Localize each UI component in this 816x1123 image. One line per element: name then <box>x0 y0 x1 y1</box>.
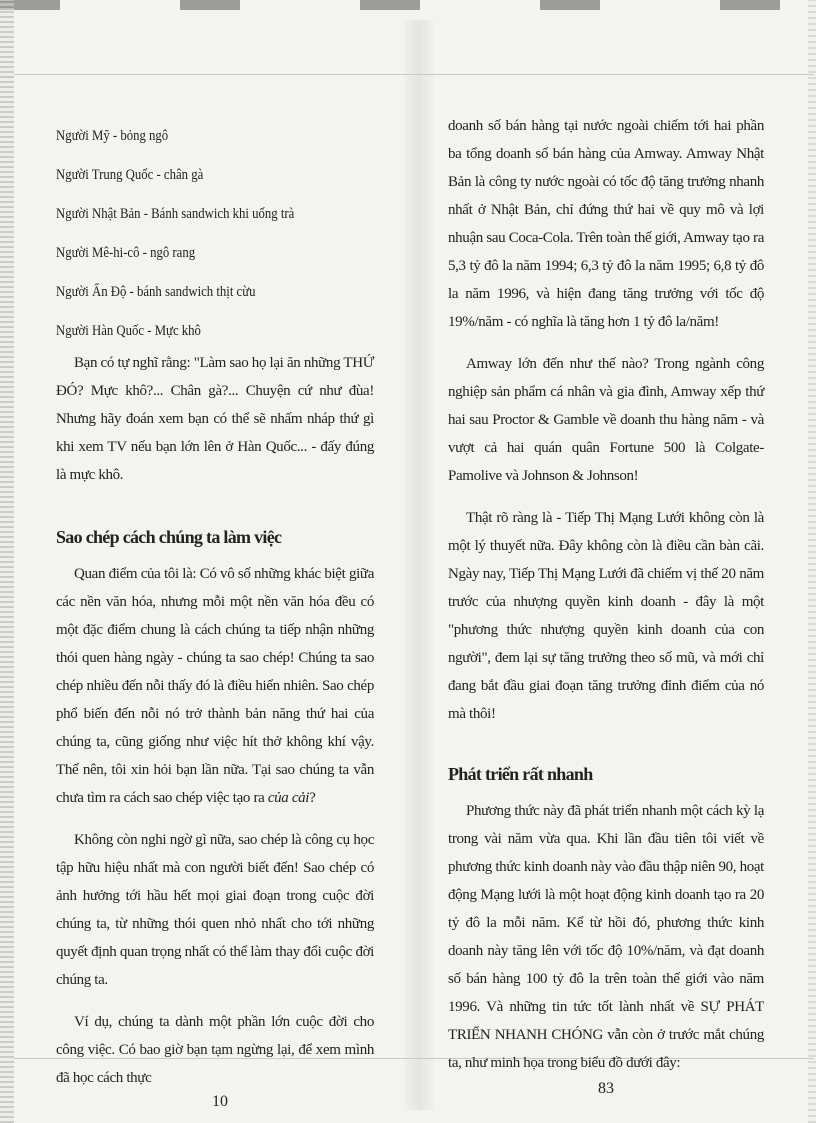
scan-edge-left <box>0 0 14 1123</box>
scan-edge-top <box>0 0 816 10</box>
list-item: Người Trung Quốc - chân gà <box>56 166 204 183</box>
paragraph-example: Ví dụ, chúng ta dành một phần lớn cuộc đời cho công việc. Có bao giờ bạn tạm ngừng lại, để xem mình đã học cách thực <box>56 1014 374 1086</box>
book-gutter <box>404 20 434 1110</box>
emphasis-wealth: của cải <box>267 790 310 806</box>
paragraph-growth: Phương thức này đã phát triển nhanh một cách kỳ lạ trong vài năm vừa qua. Khi lần đầu tiên tôi viết về phương thức kinh doanh này vào đầu thập niên 90, hoạt động Mạng lưới là một hoạt động kinh doanh tạo ra 20 tỷ đô la mỗi năm. Kể từ hồi đó, phương thức kinh doanh này tăng lên với tốc độ 10%/năm, và đạt doanh số bán hàng 100 tỷ đô la trên toàn thế giới vào năm 1996. Và những tin tức tốt lành nhất về SỰ PHÁT TRIỂN NHANH CHÓNG vẫn còn ở trước mắt chúng ta, như minh họa trong biểu đồ dưới đây: <box>448 803 764 1071</box>
snack-list <box>56 126 374 341</box>
list-item: Người Nhật Bản - Bánh sandwich khi uống trà <box>56 205 295 222</box>
paragraph-view <box>56 560 374 812</box>
paragraph-view-text: Quan điểm của tôi là: Có vô số những khác biệt giữa các nền văn hóa, nhưng mỗi một nền văn hóa đều có một đặc điểm chung là cách chúng ta tiếp nhận những thói quen hàng ngày - chúng ta sao chép! Chúng ta sao chép nhiều đến nỗi thấy đó là điều hiển nhiên. Sao chép phổ biến đến nỗi nó trở thành bản năng thứ hai của chúng ta, cũng giống như việc hít thở không khí vậy. Thế nên, tôi xin hỏi bạn lần nữa. Tại sao chúng ta vẫn chưa tìm ra cách sao chép việc tạo ra <box>56 566 374 806</box>
right-page-number: 83 <box>598 1080 614 1097</box>
section-heading-rapid-growth: Phát triển rất nhanh <box>448 764 593 784</box>
list-item: Người Mê-hi-cô - ngô rang <box>56 244 196 261</box>
right-page <box>448 112 764 1077</box>
left-page-number: 10 <box>212 1093 228 1110</box>
paragraph-view-end: ? <box>309 790 316 806</box>
list-item: Người Ấn Độ - bánh sandwich thịt cừu <box>56 283 256 300</box>
list-item: Người Mỹ - bỏng ngô <box>56 127 169 144</box>
paragraph-amway-size: Amway lớn đến như thế nào? Trong ngành công nghiệp sản phẩm cá nhân và gia đình, Amway xếp thứ hai sau Proctor & Gamble về doanh thu hàng năm - và vượt cả hai quán quân Fortune 500 là Colgate-Pamolive và Johnson & Johnson! <box>448 356 764 484</box>
list-item: Người Hàn Quốc - Mực khô <box>56 322 201 339</box>
scan-edge-right <box>808 0 816 1123</box>
section-heading-copy-work: Sao chép cách chúng ta làm việc <box>56 527 282 547</box>
paragraph-copy-tool: Không còn nghi ngờ gì nữa, sao chép là công cụ học tập hữu hiệu nhất mà con người biết đến! Sao chép có ảnh hưởng tới hầu hết mọi giai đoạn trong cuộc đời chúng ta, từ những thói quen nhỏ nhất cho tới những quyết định quan trọng nhất có thể làm thay đổi cuộc đời chúng ta. <box>56 832 374 988</box>
paragraph-wondered: Bạn có tự nghĩ rằng: "Làm sao họ lại ăn những THỨ ĐÓ? Mực khô?... Chân gà?... Chuyện cứ như đùa! Nhưng hãy đoán xem bạn có thể sẽ nhấm nháp thứ gì khi xem TV nếu bạn lớn lên ở Hàn Quốc... - đấy đúng là mực khô. <box>56 355 374 483</box>
left-page <box>56 126 374 1092</box>
paragraph-clear: Thật rõ ràng là - Tiếp Thị Mạng Lưới không còn là một lý thuyết nữa. Đây không còn là điều cần bàn cãi. Ngày nay, Tiếp Thị Mạng Lưới đã chiếm vị thế 20 năm trước của nhượng quyền kinh doanh - đây là một "phương thức nhượng quyền kinh doanh của con người", đem lại sự tăng trưởng theo số mũ, và mới chỉ đang bắt đầu giai đoạn tăng trưởng đỉnh điểm của nó mà thôi! <box>448 510 764 722</box>
paragraph-sales: doanh số bán hàng tại nước ngoài chiếm tới hai phần ba tổng doanh số bán hàng của Amway. Amway Nhật Bản là công ty nước ngoài có tốc độ tăng trưởng nhanh nhất ở Nhật Bản, chỉ đứng thứ hai về quy mô và lợi nhuận sau Coca-Cola. Trên toàn thế giới, Amway tạo ra 5,3 tỷ đô la năm 1994; 6,3 tỷ đô la năm 1995; 6,8 tỷ đô la năm 1996, và hiện đang tăng trưởng với tốc độ 19%/năm - có nghĩa là tăng hơn 1 tỷ đô la/năm! <box>448 118 764 330</box>
scan-rule-top <box>14 74 814 75</box>
